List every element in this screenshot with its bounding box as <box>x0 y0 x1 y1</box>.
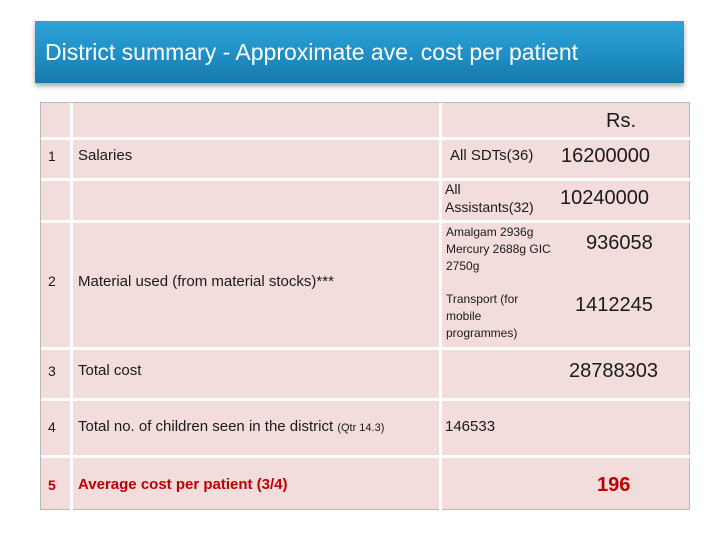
row-1-sub2-amount: 10240000 <box>560 187 649 209</box>
row-3-label: Total cost <box>78 362 142 379</box>
row-3-amount: 28788303 <box>569 360 658 382</box>
row-5-label: Average cost per patient (3/4) <box>78 476 288 493</box>
row-4-value: 146533 <box>445 418 496 435</box>
row-2-sub2-amount: 1412245 <box>575 294 653 316</box>
row-4-label <box>78 418 384 435</box>
row-5-number: 5 <box>48 477 56 493</box>
row-2-label: Material used (from material stocks)*** <box>78 273 334 290</box>
row-2-sub1-label: Amalgam 2936g Mercury 2688g GIC 2750g <box>446 225 551 273</box>
row-4-number: 4 <box>48 419 56 435</box>
row-1-sub1-label: All SDTs(36) <box>450 147 534 164</box>
row-1-label: Salaries <box>78 147 133 164</box>
row-2-sub2-label: Transport (for mobile programmes) <box>446 292 519 340</box>
row-3-number: 3 <box>48 363 56 379</box>
row-1-sub1-amount: 16200000 <box>561 145 650 167</box>
row-2-sub1-amount: 936058 <box>586 232 653 254</box>
row-4-label-text: Total no. of children seen in the district <box>78 418 334 435</box>
slide-title: District summary - Approximate ave. cost per patient <box>35 21 684 83</box>
row-4-label-note: (Qtr 14.3) <box>337 422 385 434</box>
row-2-number: 2 <box>48 273 56 289</box>
row-1-number: 1 <box>48 148 56 164</box>
row-1-sub2-label: All Assistants(32) <box>445 181 534 215</box>
currency-header: Rs. <box>606 110 636 132</box>
row-5-amount: 196 <box>597 474 631 496</box>
